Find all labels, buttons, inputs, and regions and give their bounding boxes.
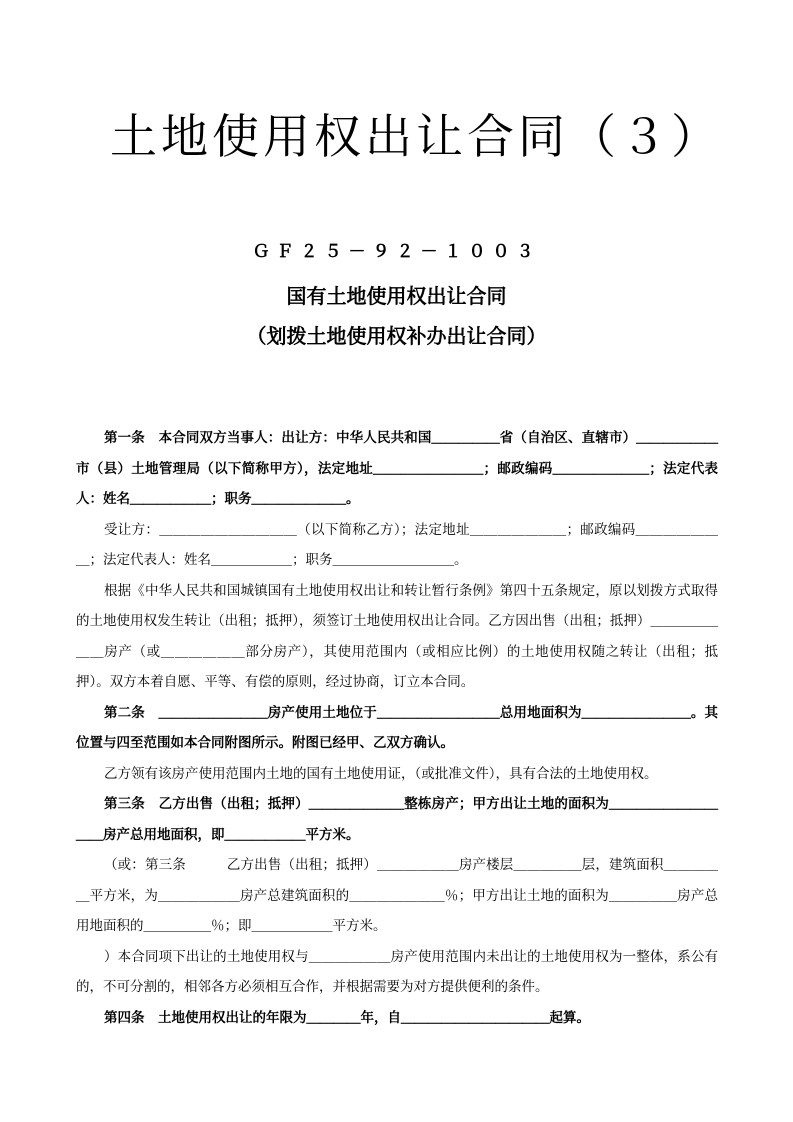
article-1-parties: 第一条 本合同双方当事人：出让方：中华人民共和国＿＿＿＿＿省（自治区、直辖市）＿＿＿＿＿＿市（县）土地管理局（以下简称甲方），法定地址＿＿＿＿＿＿＿＿；邮政编码＿＿＿＿＿＿＿；法定代表人：姓名＿＿＿＿＿＿；职务＿＿＿＿＿＿＿。 [76, 430, 718, 507]
transferee-info: 受让方：＿＿＿＿＿＿＿＿＿＿（以下简称乙方）；法定地址＿＿＿＿＿＿＿；邮政编码＿＿＿＿＿＿＿；法定代表人：姓名＿＿＿＿＿＿；职务＿＿＿＿＿＿＿＿＿。 [76, 521, 718, 568]
article-3-area: 第三条 乙方出售（出租；抵押）＿＿＿＿＿＿＿整栋房产；甲方出让土地的面积为＿＿＿＿＿＿＿＿＿＿房产总用地面积，即＿＿＿＿＿＿平方米。 [76, 796, 718, 843]
contract-subtitle-note: （划拨土地使用权补办出让合同） [246, 324, 547, 348]
contract-body [76, 423, 718, 1033]
article-3-alternative: （或：第三条 乙方出售（出租；抵押）＿＿＿＿＿＿房产楼层＿＿＿＿＿层，建筑面积＿＿＿＿＿平方米，为＿＿＿＿＿＿房产总建筑面积的＿＿＿＿＿＿＿％；甲方出让土地的面积为＿＿＿＿＿房产总用地面积的＿＿＿＿＿％；即＿＿＿＿＿＿平方米。 [76, 857, 718, 934]
contract-subtitle: 国有土地使用权出让合同 [286, 284, 507, 308]
legal-basis: 根据《中华人民共和国城镇国有土地使用权出让和转让暂行条例》第四十五条规定，原以划拨方式取得的土地使用权发生转让（出租；抵押），须签订土地使用权出让合同。乙方因出售（出租；抵押）＿＿＿＿＿＿＿房产（或＿＿＿＿＿＿部分房产），其使用范围内（或相应比例）的土地使用权随之转让（出租；抵押）。双方本着自愿、平等、有偿的原则，经过协商，订立本合同。 [76, 582, 718, 690]
land-certificate-note: 乙方领有该房产使用范围内土地的国有土地使用证，（或批准文件），具有合法的土地使用权。 [104, 765, 658, 782]
contract-code: ＧＦ２５－９２－１００３ [252, 242, 541, 262]
shared-land-clause: ）本合同项下出让的土地使用权与＿＿＿＿＿＿房产使用范围内未出让的土地使用权为一整体，系公有的，不可分割的，相邻各方必须相互合作，并根据需要为对方提供便利的条件。 [76, 948, 718, 995]
article-4-term: 第四条 土地使用权出让的年限为＿＿＿＿年，自＿＿＿＿＿＿＿＿＿＿＿起算。 [104, 1009, 590, 1026]
contract-title: 土地使用权出让合同（３） [110, 110, 722, 165]
article-2-location: 第二条 ＿＿＿＿＿＿＿＿房产使用土地位于＿＿＿＿＿＿＿＿＿总用地面积为＿＿＿＿＿＿＿＿。其位置与四至范围如本合同附图所示。附图已经甲、乙双方确认。 [76, 704, 718, 751]
